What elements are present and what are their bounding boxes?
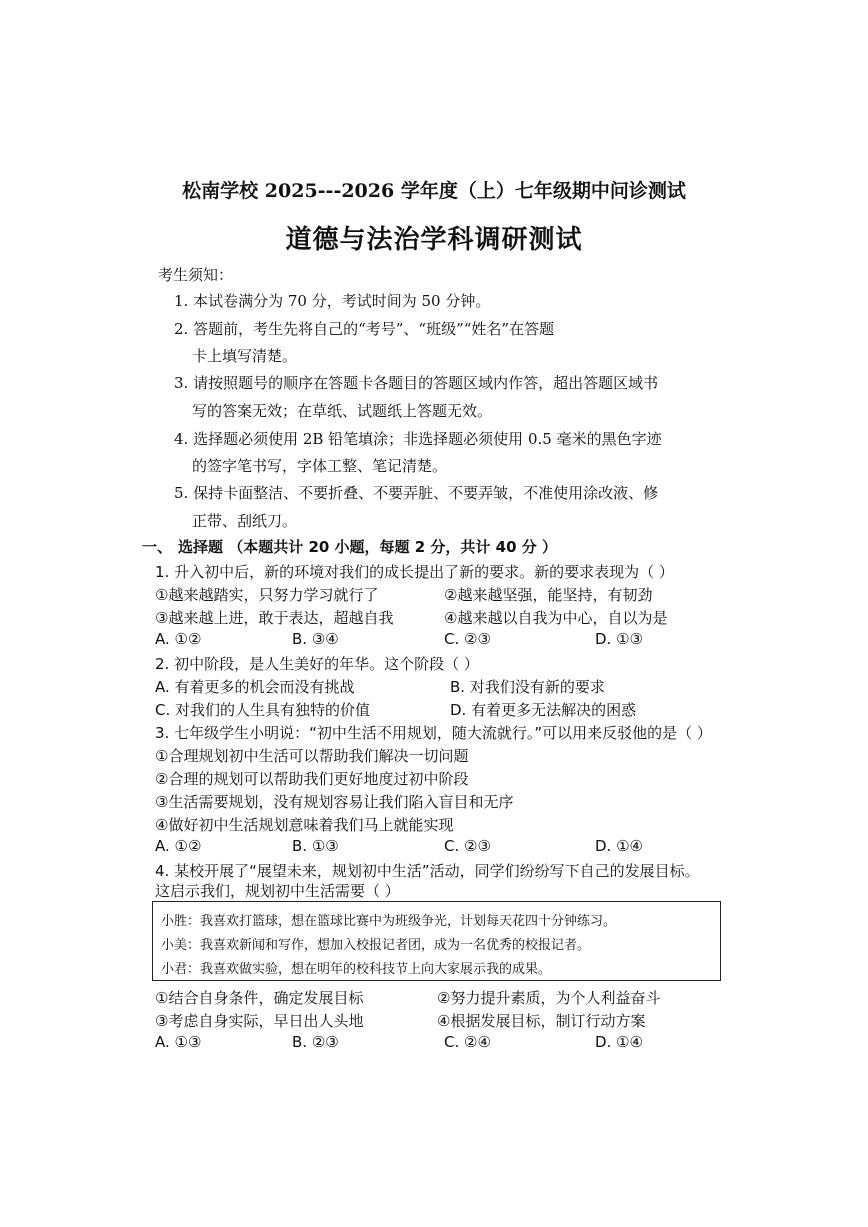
- section-title: 选择题 （本题共计 20 小题，每题 2 分，共计 40 分 ）: [178, 538, 557, 556]
- question-4-stem: 4. 某校开展了“展望未来，规划初中生活”活动，同学们纷纷写下自己的发展目标。: [155, 862, 700, 880]
- question-2-option-d[interactable]: D. 有着更多无法解决的困惑: [450, 701, 637, 719]
- question-4-option-d[interactable]: D. ①④: [595, 1033, 643, 1051]
- notice-line: 3. 请按照题号的顺序在答题卡各题目的答题区域内作答，超出答题区域书: [174, 374, 659, 392]
- notice-line: 4. 选择题必须使用 2B 铅笔填涂；非选择题必须使用 0.5 毫米的黑色字迹: [174, 430, 662, 448]
- question-1-option-c[interactable]: C. ②③: [444, 630, 491, 648]
- material-line-xiaosheng: 小胜：我喜欢打篮球，想在篮球比赛中为班级争光，计划每天花四十分钟练习。: [161, 914, 617, 929]
- notice-line: 1. 本试卷满分为 70 分，考试时间为 50 分钟。: [174, 292, 491, 310]
- question-4-statement: ②努力提升素质，为个人利益奋斗: [437, 989, 661, 1007]
- question-2-option-a[interactable]: A. 有着更多的机会而没有挑战: [155, 678, 355, 696]
- notice-heading: 考生须知：: [158, 266, 234, 284]
- question-1-statement: ④越来越以自我为中心，自以为是: [444, 609, 668, 627]
- question-4-option-b[interactable]: B. ②③: [292, 1033, 339, 1051]
- question-3-statement: ①合理规划初中生活可以帮助我们解决一切问题: [155, 747, 469, 765]
- notice-line: 卡上填写清楚。: [192, 347, 298, 365]
- question-4-material-box: [152, 901, 721, 981]
- question-4-statement: ③考虑自身实际，早日出人头地: [155, 1012, 364, 1030]
- question-3-option-a[interactable]: A. ①②: [155, 837, 202, 855]
- question-3-option-b[interactable]: B. ①③: [292, 837, 339, 855]
- question-1-option-b[interactable]: B. ③④: [292, 630, 339, 648]
- question-4-stem-continued: 这启示我们，规划初中生活需要（ ）: [155, 882, 400, 900]
- question-4-option-a[interactable]: A. ①③: [155, 1033, 202, 1051]
- question-1-statement: ①越来越踏实，只努力学习就行了: [155, 586, 379, 604]
- notice-line: 的签字笔书写，字体工整、笔记清楚。: [192, 457, 448, 475]
- question-1-statement: ②越来越坚强，能坚持，有韧劲: [444, 586, 653, 604]
- question-1-option-d[interactable]: D. ①③: [595, 630, 643, 648]
- question-2-option-c[interactable]: C. 对我们的人生具有独特的价值: [155, 701, 371, 719]
- notice-line: 写的答案无效；在草纸、试题纸上答题无效。: [192, 402, 493, 420]
- subject-title: 道德与法治学科调研测试: [285, 225, 583, 255]
- notice-line: 5. 保持卡面整洁、不要折叠、不要弄脏、不要弄皱，不准使用涂改液、修: [174, 484, 659, 502]
- section-number: 一、: [142, 538, 173, 556]
- material-line-xiaojun: 小君：我喜欢做实验，想在明年的校科技节上向大家展示我的成果。: [161, 962, 552, 977]
- question-1-statement: ③越来越上进，敢于表达，超越自我: [155, 609, 394, 627]
- question-3-statement: ③生活需要规划，没有规划容易让我们陷入盲目和无序: [155, 793, 514, 811]
- material-line-xiaomei: 小美：我喜欢新闻和写作，想加入校报记者团，成为一名优秀的校报记者。: [161, 938, 591, 953]
- question-4-option-c[interactable]: C. ②④: [444, 1033, 491, 1051]
- question-3-option-c[interactable]: C. ②③: [444, 837, 491, 855]
- question-1-option-a[interactable]: A. ①②: [155, 630, 202, 648]
- question-3-statement: ②合理的规划可以帮助我们更好地度过初中阶段: [155, 770, 469, 788]
- question-3-option-d[interactable]: D. ①④: [595, 837, 643, 855]
- question-2-option-b[interactable]: B. 对我们没有新的要求: [450, 678, 605, 696]
- question-2-stem: 2. 初中阶段，是人生美好的年华。这个阶段（ ）: [155, 655, 479, 673]
- question-4-statement: ①结合自身条件，确定发展目标: [155, 989, 364, 1007]
- notice-line: 2. 答题前，考生先将自己的“考号”、“班级”“姓名”在答题: [174, 320, 555, 338]
- notice-line: 正带、刮纸刀。: [192, 512, 298, 530]
- question-1-stem: 1. 升入初中后，新的环境对我们的成长提出了新的要求。新的要求表现为（ ）: [155, 563, 674, 581]
- question-3-stem: 3. 七年级学生小明说：“初中生活不用规划，随大流就行。”可以用来反驳他的是（ ）: [155, 724, 712, 742]
- question-3-statement: ④做好初中生活规划意味着我们马上就能实现: [155, 816, 454, 834]
- exam-title: 松南学校 2025---2026 学年度（上）七年级期中问诊测试: [182, 180, 686, 202]
- question-4-statement: ④根据发展目标，制订行动方案: [437, 1012, 646, 1030]
